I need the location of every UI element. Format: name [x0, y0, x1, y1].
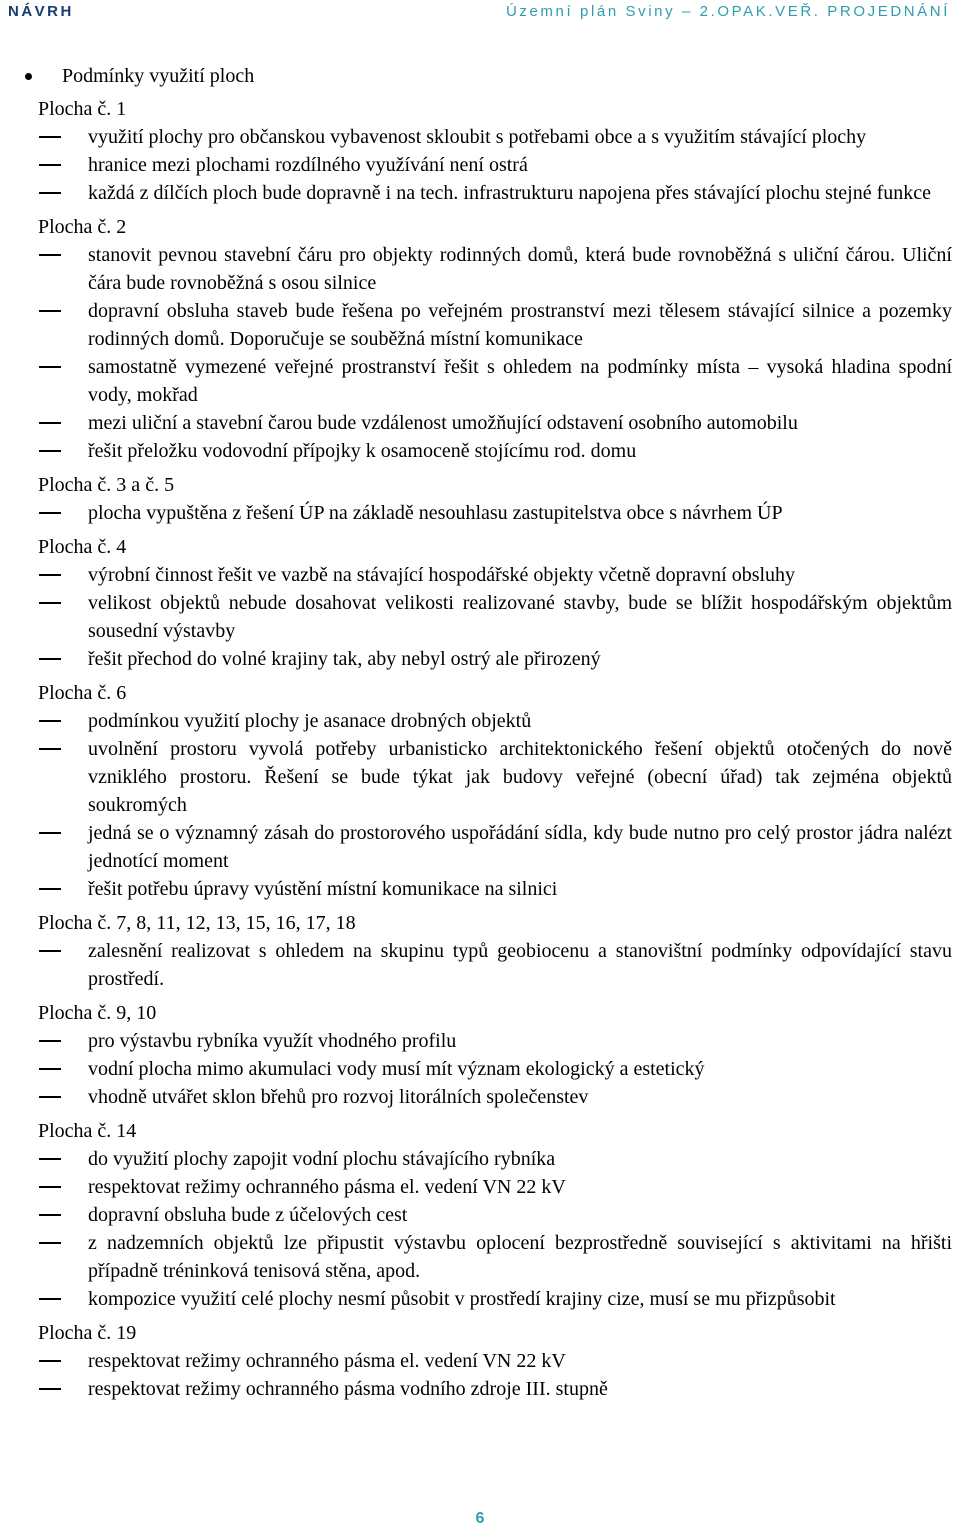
- plocha-title: Plocha č. 14: [38, 1120, 137, 1142]
- dash-bullet-icon: [39, 192, 61, 194]
- condition-text: uvolnění prostoru vyvolá potřeby urbanisticko architektonického řešení objektů otočených do nově vzniklého prostoru. Řešení se bude týkat jak budovy veřejné (obecní úřad) tak zejména objektů soukromých: [88, 738, 952, 816]
- condition-item: [38, 151, 952, 179]
- condition-text: řešit potřebu úpravy vyústění místní komunikace na silnici: [88, 878, 558, 900]
- condition-text: každá z dílčích ploch bude dopravně i na tech. infrastrukturu napojena přes stávající plochu stejné funkce: [88, 182, 932, 204]
- condition-text: plocha vypuštěna z řešení ÚP na základě nesouhlasu zastupitelstva obce s návrhem ÚP: [88, 502, 783, 524]
- dash-bullet-icon: [39, 950, 61, 952]
- condition-item: [38, 937, 952, 993]
- condition-text: pro výstavbu rybníka využít vhodného profilu: [88, 1030, 457, 1052]
- heading-text: Podmínky využití ploch: [62, 65, 255, 87]
- condition-text: podmínkou využití plochy je asanace drobných objektů: [88, 710, 532, 732]
- condition-text: vodní plocha mimo akumulaci vody musí mít význam ekologický a estetický: [88, 1058, 705, 1080]
- condition-item: [38, 297, 952, 353]
- condition-item: [38, 1083, 952, 1111]
- plocha-title: Plocha č. 19: [38, 1322, 137, 1344]
- condition-item: [38, 589, 952, 645]
- plocha-title: Plocha č. 2: [38, 216, 127, 238]
- dash-bullet-icon: [39, 1186, 61, 1188]
- plocha-title: Plocha č. 9, 10: [38, 1002, 157, 1024]
- dash-bullet-icon: [39, 888, 61, 890]
- sections-list: [38, 95, 952, 1403]
- condition-item: [38, 123, 952, 151]
- condition-item: [38, 179, 952, 207]
- condition-item: [38, 819, 952, 875]
- dash-bullet-icon: [39, 1040, 61, 1042]
- condition-item: [38, 1027, 952, 1055]
- plocha-title: Plocha č. 4: [38, 536, 127, 558]
- bullet-icon: [25, 73, 32, 80]
- condition-item: [38, 241, 952, 297]
- page-number: 6: [475, 1510, 485, 1527]
- condition-item: [38, 645, 952, 673]
- condition-text: zalesnění realizovat s ohledem na skupinu typů geobiocenu a stanovištní podmínky odpovídající stavu prostředí.: [88, 940, 952, 990]
- header-status: NÁVRH: [8, 3, 74, 20]
- dash-bullet-icon: [39, 1158, 61, 1160]
- dash-bullet-icon: [39, 164, 61, 166]
- dash-bullet-icon: [39, 1068, 61, 1070]
- condition-item: [38, 437, 952, 465]
- document-body: [38, 62, 952, 1403]
- dash-bullet-icon: [39, 254, 61, 256]
- condition-item: [38, 561, 952, 589]
- condition-text: respektovat režimy ochranného pásma vodního zdroje III. stupně: [88, 1378, 608, 1400]
- condition-item: [38, 1173, 952, 1201]
- dash-bullet-icon: [39, 658, 61, 660]
- condition-text: výrobní činnost řešit ve vazbě na stávající hospodářské objekty včetně dopravní obsluhy: [88, 564, 796, 586]
- condition-item: [38, 409, 952, 437]
- condition-item: [38, 1145, 952, 1173]
- condition-item: [38, 353, 952, 409]
- plocha-title: Plocha č. 3 a č. 5: [38, 474, 175, 496]
- dash-bullet-icon: [39, 720, 61, 722]
- condition-text: respektovat režimy ochranného pásma el. vedení VN 22 kV: [88, 1350, 566, 1372]
- dash-bullet-icon: [39, 450, 61, 452]
- dash-bullet-icon: [39, 574, 61, 576]
- condition-text: respektovat režimy ochranného pásma el. vedení VN 22 kV: [88, 1176, 566, 1198]
- plocha-title: Plocha č. 1: [38, 98, 127, 120]
- dash-bullet-icon: [39, 512, 61, 514]
- condition-text: stanovit pevnou stavební čáru pro objekty rodinných domů, která bude rovnoběžná s uliční čárou. Uliční čára bude rovnoběžná s osou silnice: [88, 244, 952, 294]
- condition-item: [38, 1229, 952, 1285]
- dash-bullet-icon: [39, 602, 61, 604]
- condition-item: [38, 499, 952, 527]
- plocha-title: Plocha č. 7, 8, 11, 12, 13, 15, 16, 17, 18: [38, 912, 356, 934]
- dash-bullet-icon: [39, 1360, 61, 1362]
- page-header: [0, 0, 960, 28]
- condition-item: [38, 1201, 952, 1229]
- condition-text: kompozice využití celé plochy nesmí působit v prostředí krajiny cize, musí se mu přizpůsobit: [88, 1288, 836, 1310]
- condition-text: řešit přeložku vodovodní přípojky k osamoceně stojícímu rod. domu: [88, 440, 637, 462]
- dash-bullet-icon: [39, 366, 61, 368]
- dash-bullet-icon: [39, 422, 61, 424]
- condition-item: [38, 735, 952, 819]
- condition-text: z nadzemních objektů lze připustit výstavbu oplocení bezprostředně související s aktivitami na hřišti případně tréninková tenisová stěna, apod.: [88, 1232, 952, 1282]
- condition-item: [38, 1285, 952, 1313]
- condition-item: [38, 1375, 952, 1403]
- dash-bullet-icon: [39, 1214, 61, 1216]
- dash-bullet-icon: [39, 1298, 61, 1300]
- condition-item: [38, 707, 952, 735]
- condition-text: velikost objektů nebude dosahovat velikosti realizované stavby, bude se blížit hospodářským objektům sousední výstavby: [88, 592, 952, 642]
- condition-text: dopravní obsluha staveb bude řešena po veřejném prostranství mezi tělesem stávající silnice a pozemky rodinných domů. Doporučuje se souběžná místní komunikace: [88, 300, 952, 350]
- condition-text: využití plochy pro občanskou vybavenost skloubit s potřebami obce a s využitím stávající plochy: [88, 126, 867, 148]
- condition-text: samostatně vymezené veřejné prostranství řešit s ohledem na podmínky místa – vysoká hladina spodní vody, mokřad: [88, 356, 952, 406]
- section-heading: [38, 62, 952, 90]
- dash-bullet-icon: [39, 310, 61, 312]
- dash-bullet-icon: [39, 1096, 61, 1098]
- dash-bullet-icon: [39, 832, 61, 834]
- plocha-title: Plocha č. 6: [38, 682, 127, 704]
- condition-text: do využití plochy zapojit vodní plochu stávajícího rybníka: [88, 1148, 556, 1170]
- condition-item: [38, 1055, 952, 1083]
- condition-text: mezi uliční a stavební čarou bude vzdálenost umožňující odstavení osobního automobilu: [88, 412, 798, 434]
- dash-bullet-icon: [39, 136, 61, 138]
- condition-text: hranice mezi plochami rozdílného využívání není ostrá: [88, 154, 528, 176]
- condition-item: [38, 875, 952, 903]
- condition-text: jedná se o významný zásah do prostorového uspořádání sídla, kdy bude nutno pro celý prostor jádra nalézt jednotící moment: [88, 822, 952, 872]
- dash-bullet-icon: [39, 748, 61, 750]
- header-document-title: Územní plán Sviny – 2.OPAK.VEŘ. PROJEDNÁNÍ: [505, 3, 950, 20]
- condition-item: [38, 1347, 952, 1375]
- condition-text: vhodně utvářet sklon břehů pro rozvoj litorálních společenstev: [88, 1086, 589, 1108]
- dash-bullet-icon: [39, 1242, 61, 1244]
- condition-text: dopravní obsluha bude z účelových cest: [88, 1204, 408, 1226]
- dash-bullet-icon: [39, 1388, 61, 1390]
- condition-text: řešit přechod do volné krajiny tak, aby nebyl ostrý ale přirozený: [88, 648, 601, 670]
